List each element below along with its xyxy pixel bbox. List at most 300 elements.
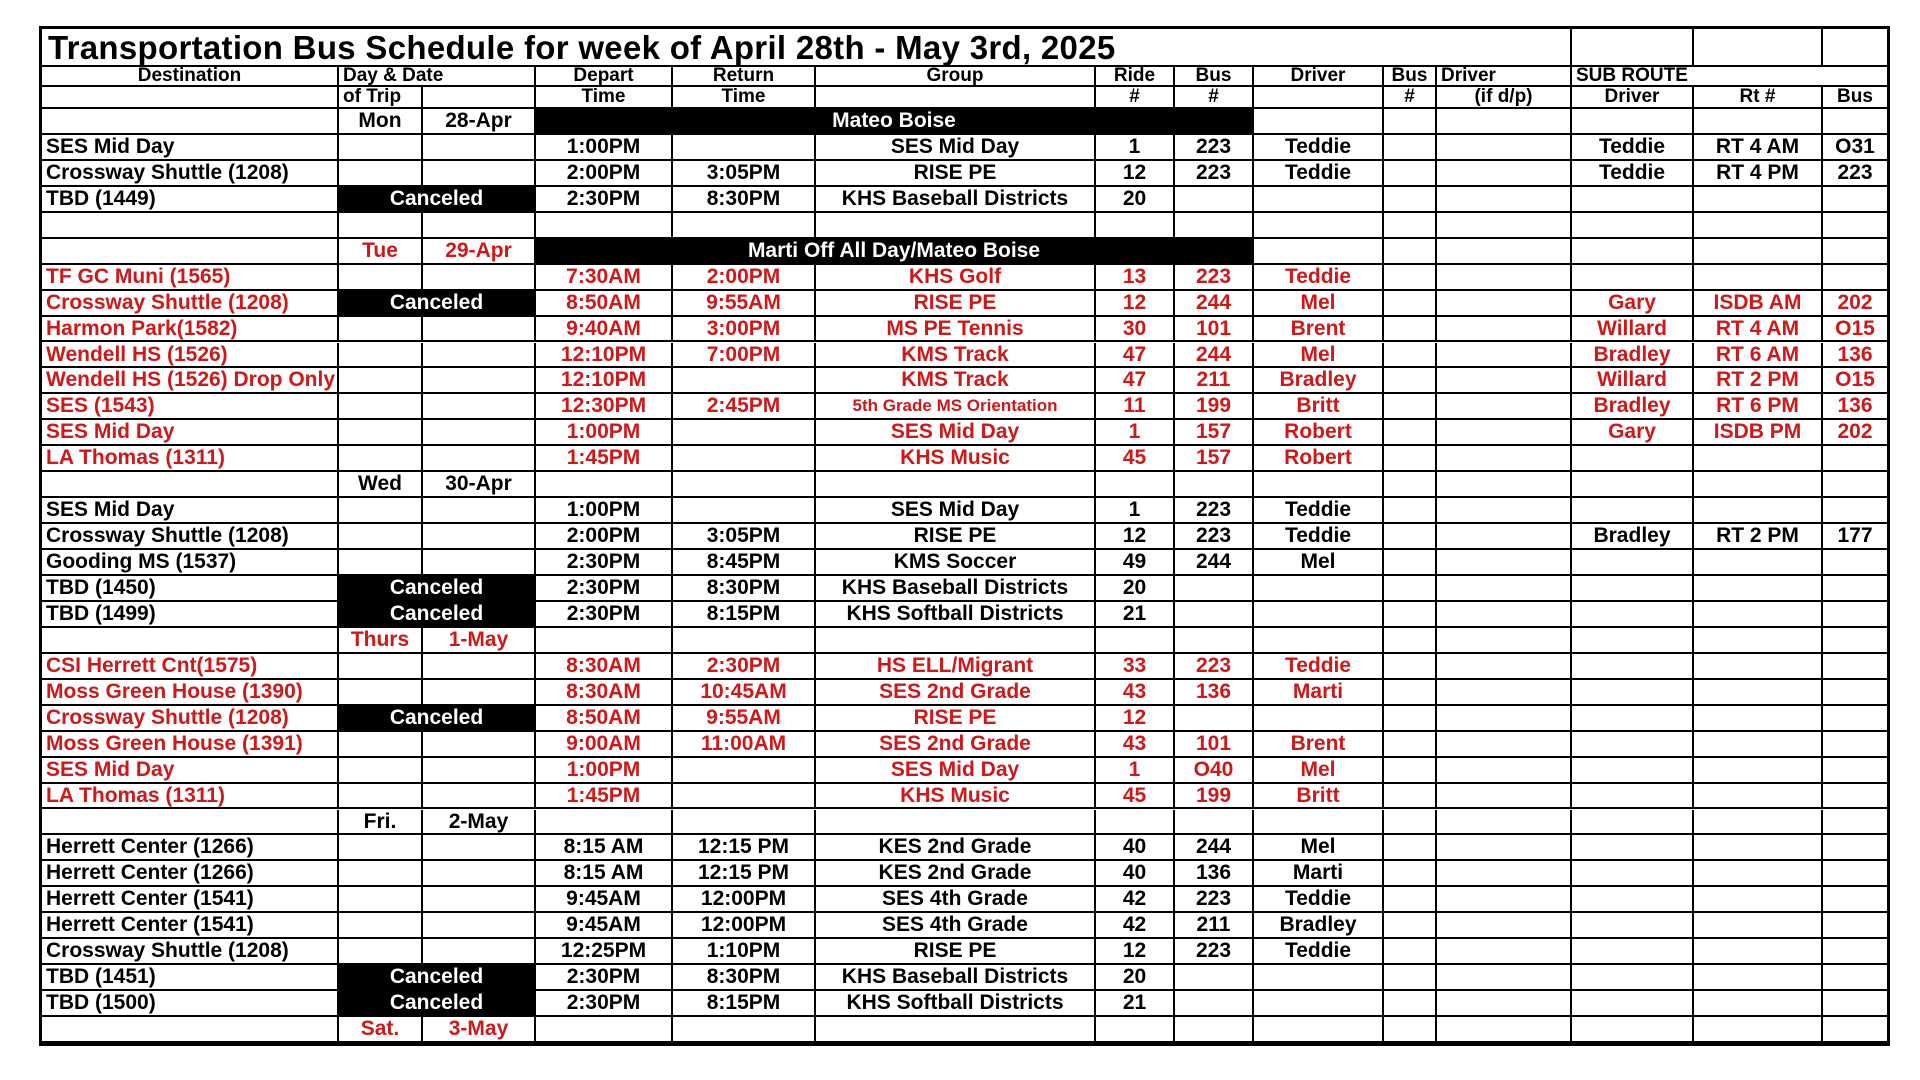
empty-cell [423, 265, 536, 291]
ride-count: 13 [1096, 265, 1175, 291]
group-name: KMS Track [816, 343, 1096, 369]
sub-route-number: RT 6 AM [1694, 343, 1823, 369]
empty-cell [1384, 576, 1437, 602]
trip-row [42, 317, 1887, 343]
empty-cell [423, 732, 536, 758]
empty-cell [673, 810, 816, 836]
depart-time: 12:10PM [536, 343, 673, 369]
empty-cell [1437, 1017, 1572, 1043]
day-row [42, 239, 1887, 265]
empty-cell [339, 317, 423, 343]
empty-cell [1694, 810, 1823, 836]
group-name: SES Mid Day [816, 135, 1096, 161]
destination-cell: Moss Green House (1391) [42, 732, 339, 758]
ride-count: 1 [1096, 135, 1175, 161]
sub-bus: 136 [1823, 343, 1887, 369]
ride-count: 20 [1096, 576, 1175, 602]
depart-time: 9:40AM [536, 317, 673, 343]
empty-cell [1096, 213, 1175, 239]
destination-cell: Herrett Center (1266) [42, 861, 339, 887]
group-name: SES Mid Day [816, 498, 1096, 524]
empty-cell [1254, 87, 1384, 109]
sub-driver: Willard [1572, 317, 1694, 343]
empty-cell [42, 810, 339, 836]
driver-name: Britt [1254, 784, 1384, 810]
group-name: KHS Golf [816, 265, 1096, 291]
empty-cell [339, 420, 423, 446]
sub-route-number: RT 4 PM [1694, 161, 1823, 187]
bus-number: 244 [1175, 835, 1254, 861]
column-header-sub-route: SUB ROUTE [1572, 67, 1887, 87]
depart-time: 2:30PM [536, 965, 673, 991]
sub-route-number [1694, 784, 1823, 810]
sub-route-number: RT 4 AM [1694, 135, 1823, 161]
return-time: 8:45PM [673, 550, 816, 576]
empty-cell [536, 628, 673, 654]
bus-number: 136 [1175, 680, 1254, 706]
canceled-badge: Canceled [339, 706, 536, 732]
day-of-week: Mon [339, 109, 423, 135]
destination-cell: Crossway Shuttle (1208) [42, 939, 339, 965]
driver-name: Mel [1254, 758, 1384, 784]
group-name: SES 4th Grade [816, 913, 1096, 939]
empty-cell [1175, 213, 1254, 239]
empty-cell [1437, 498, 1572, 524]
return-time: 9:55AM [673, 291, 816, 317]
ride-count: 1 [1096, 420, 1175, 446]
column-header-return-time: Time [673, 87, 816, 109]
driver-name [1254, 602, 1384, 628]
column-header-bus: # [1175, 87, 1254, 109]
empty-cell [1096, 472, 1175, 498]
trip-row [42, 394, 1887, 420]
empty-cell [42, 472, 339, 498]
depart-time: 8:15 AM [536, 861, 673, 887]
empty-cell [1437, 317, 1572, 343]
group-name: RISE PE [816, 939, 1096, 965]
sub-route-number: ISDB PM [1694, 420, 1823, 446]
return-time: 2:30PM [673, 654, 816, 680]
sub-route-number [1694, 602, 1823, 628]
group-name: KHS Baseball Districts [816, 965, 1096, 991]
column-header-day_date: Day & Date [339, 67, 536, 87]
column-header-driver2: (if d/p) [1437, 87, 1572, 109]
ride-count: 21 [1096, 602, 1175, 628]
column-header-destination: Destination [42, 67, 339, 87]
destination-cell: SES Mid Day [42, 498, 339, 524]
ride-count: 1 [1096, 758, 1175, 784]
sub-driver: Bradley [1572, 394, 1694, 420]
bus-number: 244 [1175, 343, 1254, 369]
destination-cell: LA Thomas (1311) [42, 446, 339, 472]
sub-bus [1823, 965, 1887, 991]
group-name: RISE PE [816, 291, 1096, 317]
driver-name: Bradley [1254, 913, 1384, 939]
empty-cell [1384, 939, 1437, 965]
empty-cell [1384, 706, 1437, 732]
depart-time: 2:30PM [536, 187, 673, 213]
trip-row [42, 784, 1887, 810]
driver-name [1254, 965, 1384, 991]
empty-cell [1254, 472, 1384, 498]
driver-name: Teddie [1254, 524, 1384, 550]
empty-cell [423, 887, 536, 913]
trip-row [42, 368, 1887, 394]
sub-driver: Gary [1572, 420, 1694, 446]
empty-cell [1437, 239, 1572, 265]
depart-time: 12:30PM [536, 394, 673, 420]
sub-route-number: RT 2 PM [1694, 368, 1823, 394]
day-row [42, 109, 1887, 135]
sub-driver: Willard [1572, 368, 1694, 394]
sub-driver: Bradley [1572, 343, 1694, 369]
sub-route-number [1694, 706, 1823, 732]
empty-cell [536, 1017, 673, 1043]
empty-cell [1096, 628, 1175, 654]
driver-name: Brent [1254, 732, 1384, 758]
group-name: KHS Baseball Districts [816, 187, 1096, 213]
empty-cell [339, 887, 423, 913]
empty-cell [42, 109, 339, 135]
sub-driver [1572, 913, 1694, 939]
destination-cell: LA Thomas (1311) [42, 784, 339, 810]
empty-cell [1694, 239, 1823, 265]
return-time: 3:05PM [673, 161, 816, 187]
sub-bus [1823, 680, 1887, 706]
return-time: 1:10PM [673, 939, 816, 965]
sub-driver [1572, 654, 1694, 680]
empty-cell [816, 213, 1096, 239]
sub-driver [1572, 498, 1694, 524]
empty-cell [339, 524, 423, 550]
empty-cell [1175, 1017, 1254, 1043]
sub-driver [1572, 732, 1694, 758]
empty-cell [1437, 394, 1572, 420]
trip-row [42, 291, 1887, 317]
trip-date: 2-May [423, 810, 536, 836]
empty-cell [1823, 810, 1887, 836]
empty-cell [816, 810, 1096, 836]
sub-route-number [1694, 965, 1823, 991]
empty-cell [1384, 213, 1437, 239]
empty-cell [42, 213, 339, 239]
bus-number [1175, 706, 1254, 732]
empty-cell [1384, 265, 1437, 291]
group-name: KHS Baseball Districts [816, 576, 1096, 602]
ride-count: 12 [1096, 524, 1175, 550]
empty-cell [423, 161, 536, 187]
driver-name: Mel [1254, 343, 1384, 369]
sub-bus [1823, 602, 1887, 628]
sub-bus: O15 [1823, 317, 1887, 343]
destination-cell: Wendell HS (1526) Drop Only [42, 368, 339, 394]
ride-count: 43 [1096, 680, 1175, 706]
empty-cell [816, 472, 1096, 498]
sub-driver: Gary [1572, 291, 1694, 317]
empty-cell [1823, 1017, 1887, 1043]
group-name: KMS Track [816, 368, 1096, 394]
trip-row [42, 550, 1887, 576]
empty-cell [1437, 784, 1572, 810]
empty-cell [536, 213, 673, 239]
bus-number [1175, 187, 1254, 213]
sub-route-number [1694, 265, 1823, 291]
group-name: KHS Softball Districts [816, 991, 1096, 1017]
empty-cell [536, 810, 673, 836]
day-note-banner: Mateo Boise [536, 109, 1254, 135]
empty-cell [423, 87, 536, 109]
day-of-week: Wed [339, 472, 423, 498]
return-time: 10:45AM [673, 680, 816, 706]
trip-row [42, 135, 1887, 161]
empty-cell [423, 394, 536, 420]
empty-cell [1437, 446, 1572, 472]
empty-cell [1384, 135, 1437, 161]
ride-count: 43 [1096, 732, 1175, 758]
empty-cell [423, 654, 536, 680]
empty-cell [1384, 810, 1437, 836]
depart-time: 12:10PM [536, 368, 673, 394]
bus-number: 223 [1175, 135, 1254, 161]
column-header-bus2: Bus [1384, 67, 1437, 87]
empty-cell [339, 680, 423, 706]
canceled-badge: Canceled [339, 187, 536, 213]
group-name: SES 2nd Grade [816, 732, 1096, 758]
column-header-depart-time: Time [536, 87, 673, 109]
destination-cell: SES Mid Day [42, 420, 339, 446]
empty-cell [1254, 109, 1384, 135]
empty-cell [1437, 109, 1572, 135]
column-header-bus2: # [1384, 87, 1437, 109]
header-row-2 [42, 87, 1887, 109]
return-time: 8:15PM [673, 991, 816, 1017]
trip-row [42, 991, 1887, 1017]
sub-bus [1823, 835, 1887, 861]
empty-cell [1437, 887, 1572, 913]
trip-date: 29-Apr [423, 239, 536, 265]
group-name: MS PE Tennis [816, 317, 1096, 343]
empty-cell [339, 732, 423, 758]
sub-route-number [1694, 498, 1823, 524]
empty-cell [339, 654, 423, 680]
sub-driver [1572, 602, 1694, 628]
driver-name: Teddie [1254, 939, 1384, 965]
ride-count: 45 [1096, 446, 1175, 472]
ride-count: 12 [1096, 706, 1175, 732]
sub-driver [1572, 187, 1694, 213]
bus-number: 223 [1175, 265, 1254, 291]
empty-cell [1384, 758, 1437, 784]
driver-name: Mel [1254, 291, 1384, 317]
empty-cell [1572, 109, 1694, 135]
empty-cell [1437, 135, 1572, 161]
sub-driver [1572, 835, 1694, 861]
empty-cell [1437, 213, 1572, 239]
bus-number [1175, 991, 1254, 1017]
empty-cell [1384, 887, 1437, 913]
group-name: KMS Soccer [816, 550, 1096, 576]
bus-number: 211 [1175, 913, 1254, 939]
trip-row [42, 732, 1887, 758]
sub-driver [1572, 680, 1694, 706]
sub-route-number: ISDB AM [1694, 291, 1823, 317]
empty-cell [1437, 991, 1572, 1017]
sub-bus [1823, 861, 1887, 887]
return-time: 7:00PM [673, 343, 816, 369]
sub-bus [1823, 265, 1887, 291]
sub-bus: 202 [1823, 291, 1887, 317]
sub-route-number [1694, 576, 1823, 602]
empty-cell [1437, 680, 1572, 706]
empty-cell [1384, 187, 1437, 213]
depart-time: 1:45PM [536, 784, 673, 810]
ride-count: 42 [1096, 887, 1175, 913]
sub-bus [1823, 784, 1887, 810]
sub-route-number [1694, 991, 1823, 1017]
day-of-week: Tue [339, 239, 423, 265]
destination-cell: SES (1543) [42, 394, 339, 420]
depart-time: 8:30AM [536, 680, 673, 706]
empty-cell [1572, 628, 1694, 654]
column-header-sub-bus: Bus [1823, 87, 1887, 109]
trip-date: 30-Apr [423, 472, 536, 498]
trip-date: 3-May [423, 1017, 536, 1043]
sub-driver [1572, 965, 1694, 991]
canceled-badge: Canceled [339, 965, 536, 991]
empty-cell [1694, 109, 1823, 135]
empty-cell [423, 498, 536, 524]
empty-cell [1384, 1017, 1437, 1043]
empty-cell [42, 87, 339, 109]
empty-cell [339, 135, 423, 161]
empty-cell [339, 498, 423, 524]
column-header-of-trip: of Trip [339, 87, 423, 109]
empty-cell [1096, 1017, 1175, 1043]
group-name: KES 2nd Grade [816, 861, 1096, 887]
sub-driver: Bradley [1572, 524, 1694, 550]
bus-number: 157 [1175, 420, 1254, 446]
sub-bus [1823, 991, 1887, 1017]
sub-bus: 177 [1823, 524, 1887, 550]
depart-time: 9:45AM [536, 913, 673, 939]
group-name: HS ELL/Migrant [816, 654, 1096, 680]
empty-cell [1694, 213, 1823, 239]
trip-row [42, 965, 1887, 991]
trip-date: 1-May [423, 628, 536, 654]
empty-cell [42, 1017, 339, 1043]
trip-row [42, 706, 1887, 732]
empty-cell [1175, 628, 1254, 654]
empty-cell [1437, 602, 1572, 628]
sub-route-number [1694, 758, 1823, 784]
day-note-banner: Marti Off All Day/Mateo Boise [536, 239, 1254, 265]
ride-count: 20 [1096, 187, 1175, 213]
empty-cell [1384, 628, 1437, 654]
trip-row [42, 446, 1887, 472]
sub-driver [1572, 861, 1694, 887]
column-header-group: Group [816, 67, 1096, 87]
sub-bus [1823, 550, 1887, 576]
trip-row [42, 576, 1887, 602]
bus-number [1175, 965, 1254, 991]
empty-cell [1384, 784, 1437, 810]
bus-number: 244 [1175, 291, 1254, 317]
column-header-driver2: Driver [1437, 67, 1572, 87]
bus-number: 199 [1175, 784, 1254, 810]
empty-cell [1384, 732, 1437, 758]
empty-cell [1384, 654, 1437, 680]
driver-name: Robert [1254, 420, 1384, 446]
depart-time: 1:00PM [536, 758, 673, 784]
empty-cell [1384, 602, 1437, 628]
sub-driver [1572, 939, 1694, 965]
empty-cell [1384, 239, 1437, 265]
empty-cell [1694, 628, 1823, 654]
sub-route-number [1694, 835, 1823, 861]
driver-name [1254, 991, 1384, 1017]
driver-name: Teddie [1254, 654, 1384, 680]
canceled-badge: Canceled [339, 291, 536, 317]
empty-cell [1437, 524, 1572, 550]
return-time: 8:30PM [673, 576, 816, 602]
sub-bus: 223 [1823, 161, 1887, 187]
empty-cell [1384, 446, 1437, 472]
ride-count: 47 [1096, 343, 1175, 369]
driver-name [1254, 187, 1384, 213]
empty-cell [1437, 291, 1572, 317]
driver-name [1254, 576, 1384, 602]
empty-cell [1254, 810, 1384, 836]
column-header-depart: Depart [536, 67, 673, 87]
group-name: RISE PE [816, 161, 1096, 187]
empty-cell [423, 550, 536, 576]
empty-cell [1823, 628, 1887, 654]
return-time: 8:30PM [673, 187, 816, 213]
empty-cell [423, 835, 536, 861]
trip-row [42, 498, 1887, 524]
empty-cell [1823, 29, 1887, 67]
group-name: 5th Grade MS Orientation [816, 394, 1096, 420]
empty-cell [1437, 835, 1572, 861]
sub-driver [1572, 887, 1694, 913]
empty-cell [1254, 213, 1384, 239]
trip-row [42, 265, 1887, 291]
empty-cell [673, 628, 816, 654]
depart-time: 2:30PM [536, 991, 673, 1017]
empty-cell [1694, 472, 1823, 498]
ride-count: 1 [1096, 498, 1175, 524]
empty-cell [1384, 291, 1437, 317]
group-name: KHS Music [816, 784, 1096, 810]
empty-cell [1384, 680, 1437, 706]
empty-cell [1437, 654, 1572, 680]
return-time: 8:30PM [673, 965, 816, 991]
empty-cell [536, 472, 673, 498]
return-time: 12:00PM [673, 913, 816, 939]
destination-cell: TBD (1500) [42, 991, 339, 1017]
sub-bus [1823, 758, 1887, 784]
bus-number: 223 [1175, 524, 1254, 550]
return-time: 2:45PM [673, 394, 816, 420]
ride-count: 33 [1096, 654, 1175, 680]
return-time: 3:00PM [673, 317, 816, 343]
sub-driver [1572, 265, 1694, 291]
empty-cell [1384, 368, 1437, 394]
empty-cell [339, 550, 423, 576]
destination-cell: Crossway Shuttle (1208) [42, 524, 339, 550]
sub-route-number [1694, 187, 1823, 213]
bus-number [1175, 602, 1254, 628]
